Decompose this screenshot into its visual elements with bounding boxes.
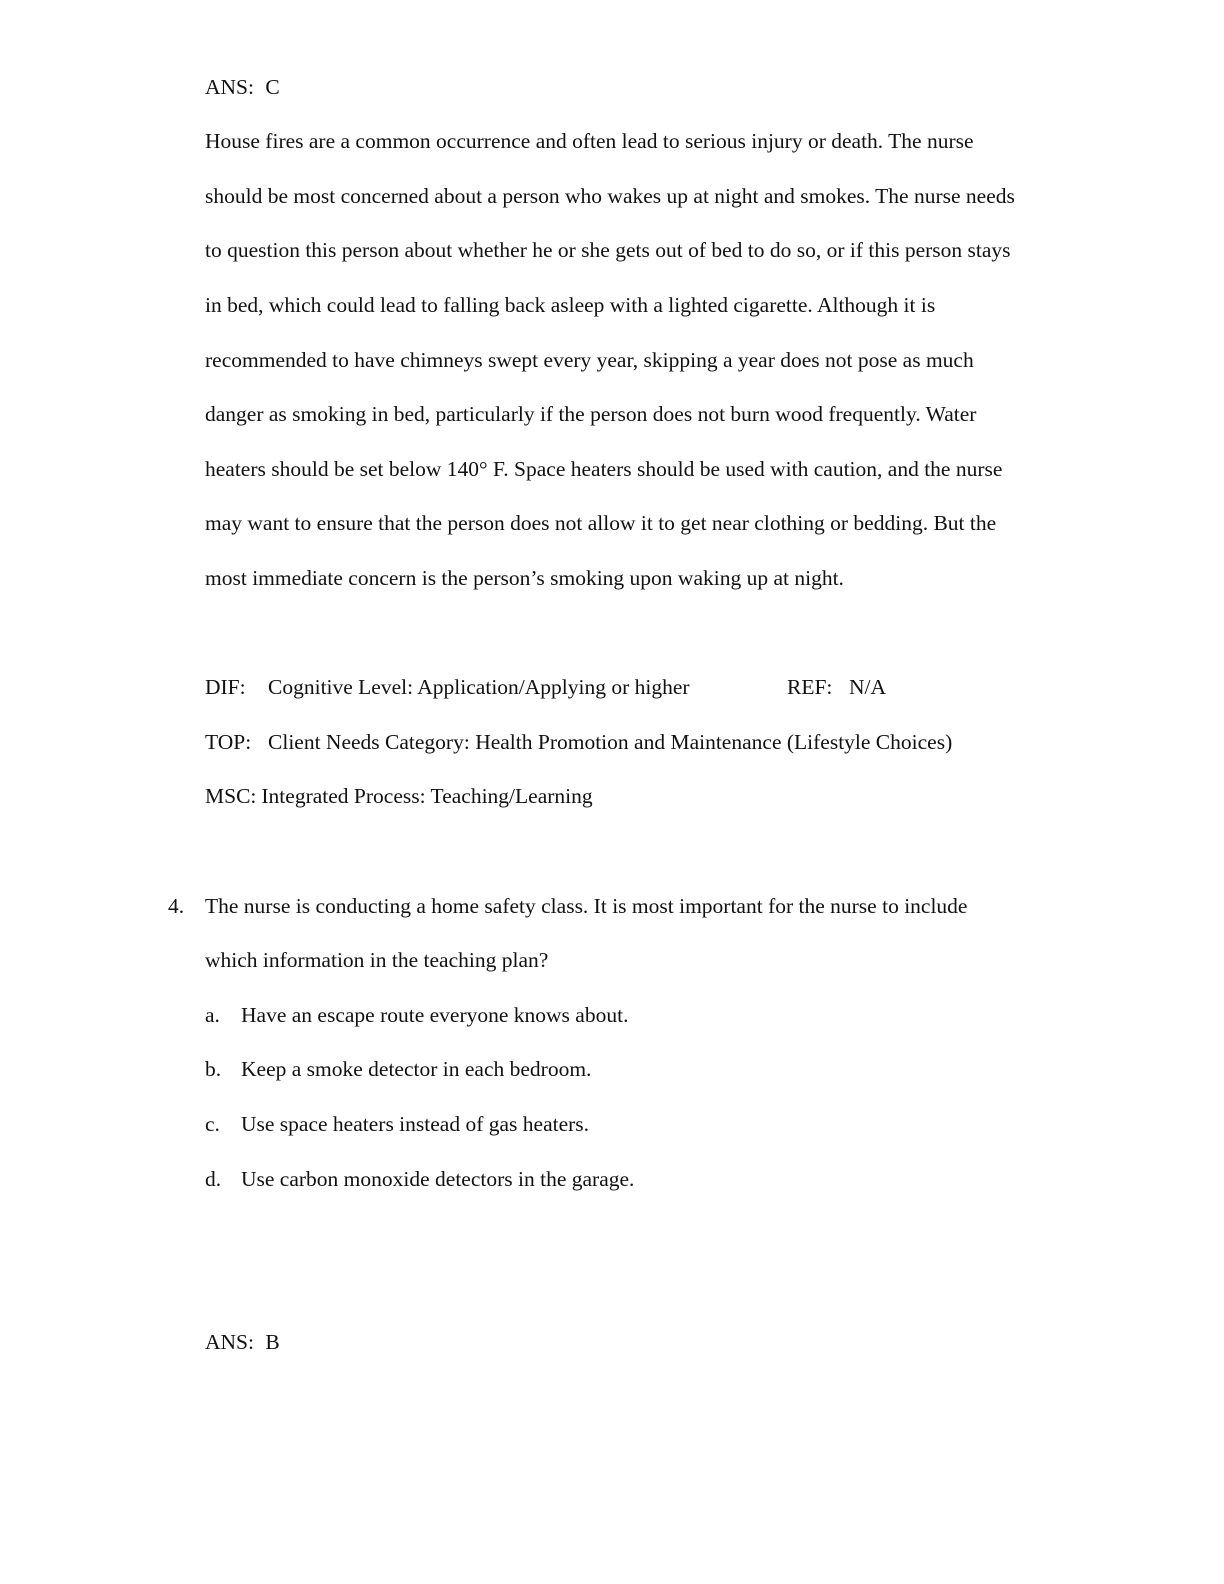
rationale-line: recommended to have chimneys swept every year, skipping a year does not pose as much — [205, 348, 974, 372]
answer-label: ANS: — [205, 1330, 254, 1354]
option-text: Use space heaters instead of gas heaters. — [241, 1112, 590, 1136]
question-stem-line: The nurse is conducting a home safety class. It is most important for the nurse to include — [205, 894, 968, 918]
rationale-line: should be most concerned about a person who wakes up at night and smokes. The nurse needs — [205, 184, 1015, 208]
question-stem-line: which information in the teaching plan? — [205, 948, 549, 972]
option-text: Have an escape route everyone knows about. — [241, 1003, 629, 1027]
rationale-line: danger as smoking in bed, particularly if the person does not burn wood frequently. Water — [205, 402, 977, 426]
option-letter: a. — [205, 1003, 220, 1027]
answer-label: ANS: — [205, 75, 254, 99]
answer-line — [205, 1332, 280, 1354]
rationale-line: House fires are a common occurrence and often lead to serious injury or death. The nurse — [205, 129, 974, 153]
msc-label: MSC: — [205, 784, 257, 808]
option-letter: d. — [205, 1167, 222, 1191]
ref-label: REF: — [787, 675, 833, 699]
ref-value: N/A — [849, 675, 887, 699]
dif-value: Cognitive Level: Application/Applying or higher — [268, 675, 690, 699]
msc-value: Integrated Process: Teaching/Learning — [261, 784, 593, 808]
rationale-line: in bed, which could lead to falling back asleep with a lighted cigarette. Although it is — [205, 293, 936, 317]
answer-value: C — [265, 75, 280, 99]
top-value: Client Needs Category: Health Promotion and Maintenance (Lifestyle Choices) — [268, 730, 953, 754]
option-letter: b. — [205, 1057, 222, 1081]
answer-line — [205, 77, 280, 99]
rationale-line: most immediate concern is the person’s smoking upon waking up at night. — [205, 566, 844, 590]
option-text: Keep a smoke detector in each bedroom. — [241, 1057, 592, 1081]
rationale-line: heaters should be set below 140° F. Space heaters should be used with caution, and the nurse — [205, 457, 1003, 481]
question-number: 4. — [168, 894, 185, 918]
rationale-line: to question this person about whether he or she gets out of bed to do so, or if this person stays — [205, 238, 1011, 262]
top-line — [205, 732, 952, 754]
dif-label: DIF: — [205, 675, 246, 699]
option-letter: c. — [205, 1112, 220, 1136]
msc-line — [205, 786, 593, 808]
option-text: Use carbon monoxide detectors in the garage. — [241, 1167, 635, 1191]
top-label: TOP: — [205, 730, 252, 754]
answer-value: B — [265, 1330, 280, 1354]
dif-line — [205, 677, 690, 699]
ref-line — [787, 677, 886, 699]
rationale-line: may want to ensure that the person does not allow it to get near clothing or bedding. But the — [205, 511, 997, 535]
